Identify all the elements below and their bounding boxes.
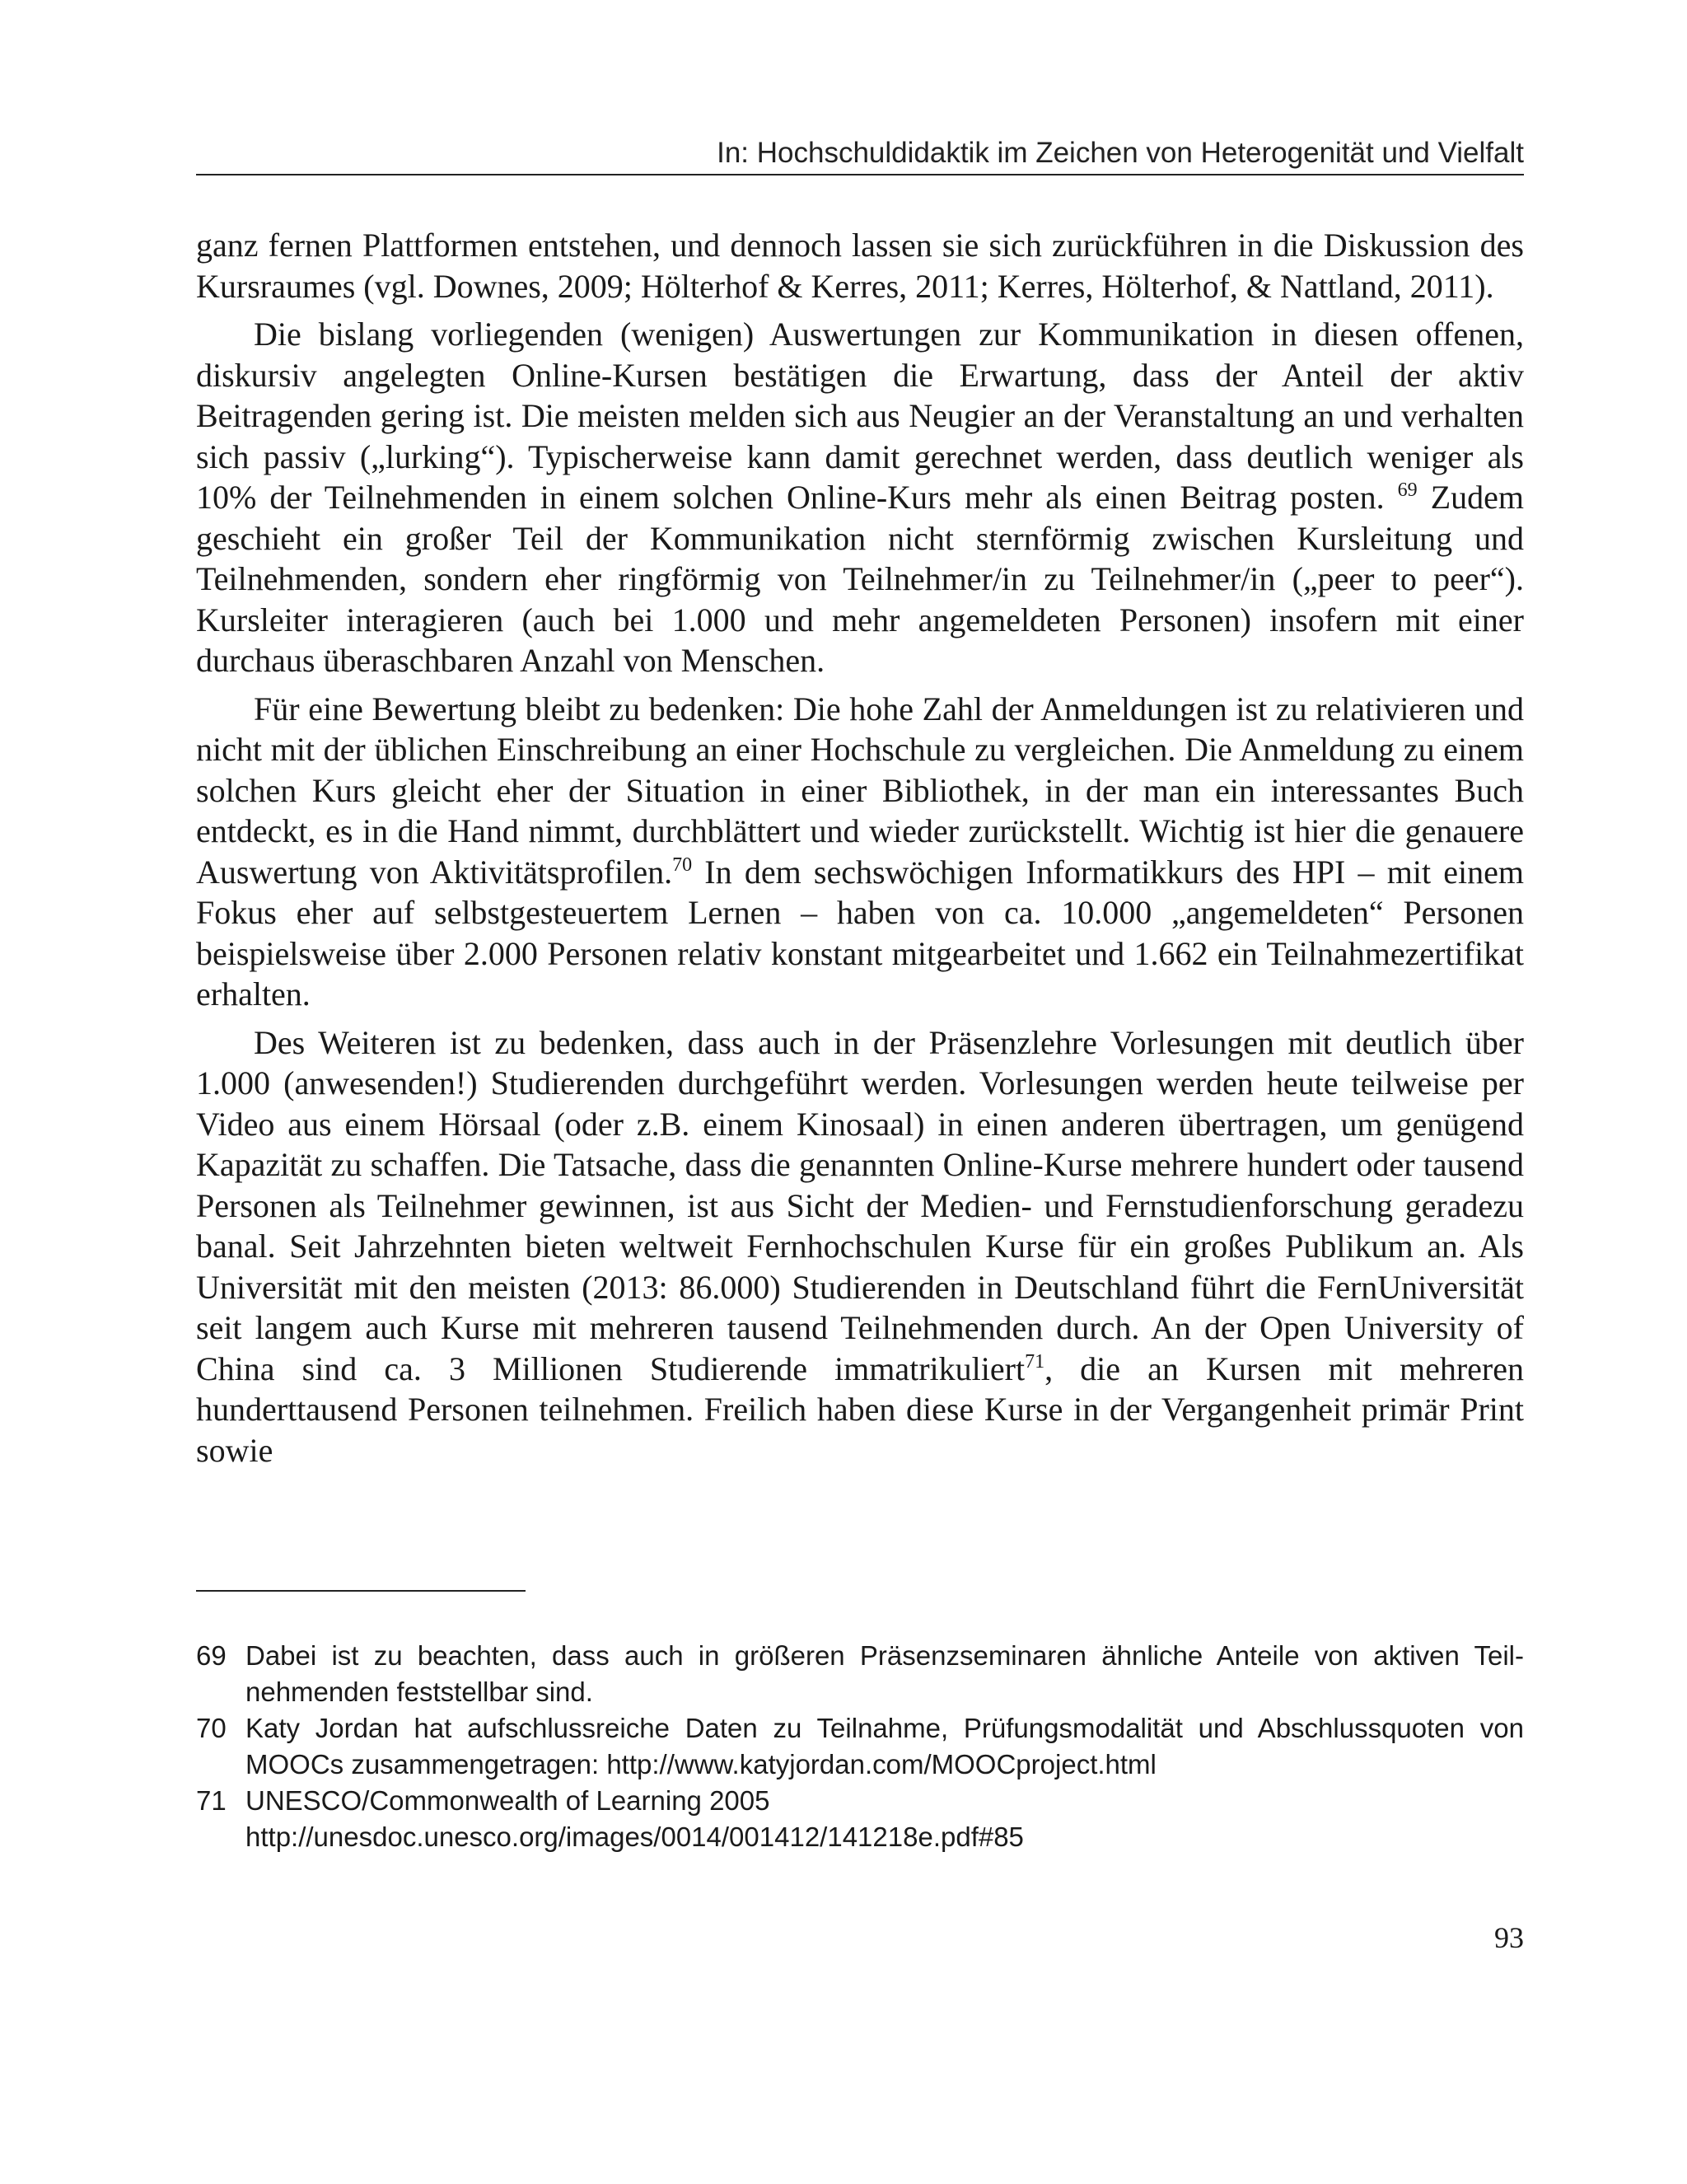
footnote-70 [196,1710,1524,1783]
paragraph-text: ganz fernen Plattformen entstehen, und dennoch lassen sie sich zurückführen in die Diskussion des Kursraumes (vgl. Downes, 2009; Hölterhof & Kerres, 2011; Kerres, Hölterhof, & Nattland, 2011). [196,227,1524,305]
paragraph-text: Die bislang vorliegenden (wenigen) Auswertungen zur Kommunikation in diesen offenen, diskursiv angelegten Online-Kursen bestätigen die Erwartung, dass der Anteil der aktiv Beitragenden gering ist. Die meisten melden sich aus Neugier an der Veranstaltung an und verhalten sich passiv („lurking“). Typischerweise kann damit gerechnet werden, dass deutlich weniger als 10% der Teilnehmenden in einem solchen Online-Kurs mehr als einen Beitrag posten. [196,316,1524,516]
running-header: In: Hochschuldidaktik im Zeichen von Heterogenität und Vielfalt [717,137,1524,169]
footnote-number: 71 [196,1785,227,1816]
footnote-ref-70[interactable]: 70 [672,853,693,876]
page-number: 93 [1494,1921,1524,1954]
body-text [196,225,1524,1478]
paragraph-text: , die an Kursen mit mehreren hunderttausend Personen teilnehmen. Freilich haben diese Kurse in der Vergangenheit primär Print sowie [196,1349,1524,1469]
paragraph-text: Für eine Bewertung bleibt zu bedenken: Die hohe Zahl der Anmeldungen ist zu relativieren und nicht mit der üblichen Einschreibung an einer Hochschule zu vergleichen. Die Anmeldung zu einem solchen Kurs gleicht eher der Situation in einer Bibliothek, in der man ein interessantes Buch entdeckt, es in die Hand nimmt, durchblättert und wieder zurückstellt. Wichtig ist hier die genauere Auswertung von Aktivitätsprofilen. [196,690,1524,891]
footnote-link[interactable]: http://unesdoc.unesco.org/images/0014/001412/141218e.pdf#85 [245,1822,1024,1852]
footnote-text [245,1710,1524,1783]
footnote-ref-69[interactable]: 69 [1397,479,1418,501]
paragraph-text: Zudem geschieht ein großer Teil der Kommunikation nicht sternförmig zwischen Kursleitung und Teilnehmenden, sondern eher ringförmig von Teilnehmer/in zu Teilnehmer/in („peer to peer“). Kursleiter interagieren (auch bei 1.000 und mehr angemeldeten Personen) insofern mit einer durchaus überaschbaren Anzahl von Menschen. [196,479,1524,679]
footnote-number: 70 [196,1713,227,1743]
footnote-ref-71[interactable]: 71 [1025,1350,1045,1373]
paragraph-3 [196,689,1524,1015]
footnote-line[interactable]: Katy Jordan hat aufschlussreiche Daten zu Teilnahme, Prüfungsmodalität und Abschlussquoten von MOOCs zusammengetragen: http://www.katyjordan.com/MOOCproject.html [245,1713,1524,1779]
footnote-text [245,1638,1524,1710]
paragraph-text: In dem sechswöchigen Informatikkurs des HPI – mit einem Fokus eher auf selbstgesteuertem Lernen – haben von ca. 10.000 „angemeldeten“ Personen beispielsweise über 2.000 Personen relativ konstant mitgearbeitet und 1.662 ein Teilnahmezertifikat erhalten. [196,853,1524,1012]
paragraph-4 [196,1022,1524,1471]
footnote-line: Dabei ist zu beachten, dass auch in größeren Präsenzseminaren ähnliche Anteile von aktiven Teilnehmenden feststellbar sind. [245,1640,1524,1707]
header-rule [196,174,1524,175]
paragraph-text: Des Weiteren ist zu bedenken, dass auch in der Präsenzlehre Vorlesungen mit deutlich über 1.000 (anwesenden!) Studierenden durchgeführt werden. Vorlesungen werden heute teilweise per Video aus einem Hörsaal (oder z.B. einem Kinosaal) in einen anderen übertragen, um genügend Kapazität zu schaffen. Die Tatsache, dass die genannten Online-Kurse mehrere hundert oder tausend Personen als Teilnehmer gewinnen, ist aus Sicht der Medien- und Fernstudienforschung geradezu banal. Seit Jahrzehnten bieten weltweit Fernhochschulen Kurse für ein großes Publikum an. Als Universität mit den meisten (2013: 86.000) Studierenden in Deutschland führt die FernUniversität seit langem auch Kurse mit mehreren tausend Teilnehmenden durch. An der Open University of China sind ca. 3 Millionen Studierende immatrikuliert [196,1023,1524,1387]
footnote-rule [196,1590,526,1592]
footnote-69 [196,1638,1524,1710]
footnote-line: UNESCO/Commonwealth of Learning 2005 [245,1785,770,1816]
footnotes [196,1638,1524,1855]
footnote-number: 69 [196,1640,227,1671]
footnote-71 [196,1783,1524,1855]
paragraph-1 [196,225,1524,306]
footnote-text [245,1783,1524,1855]
paragraph-2 [196,314,1524,681]
